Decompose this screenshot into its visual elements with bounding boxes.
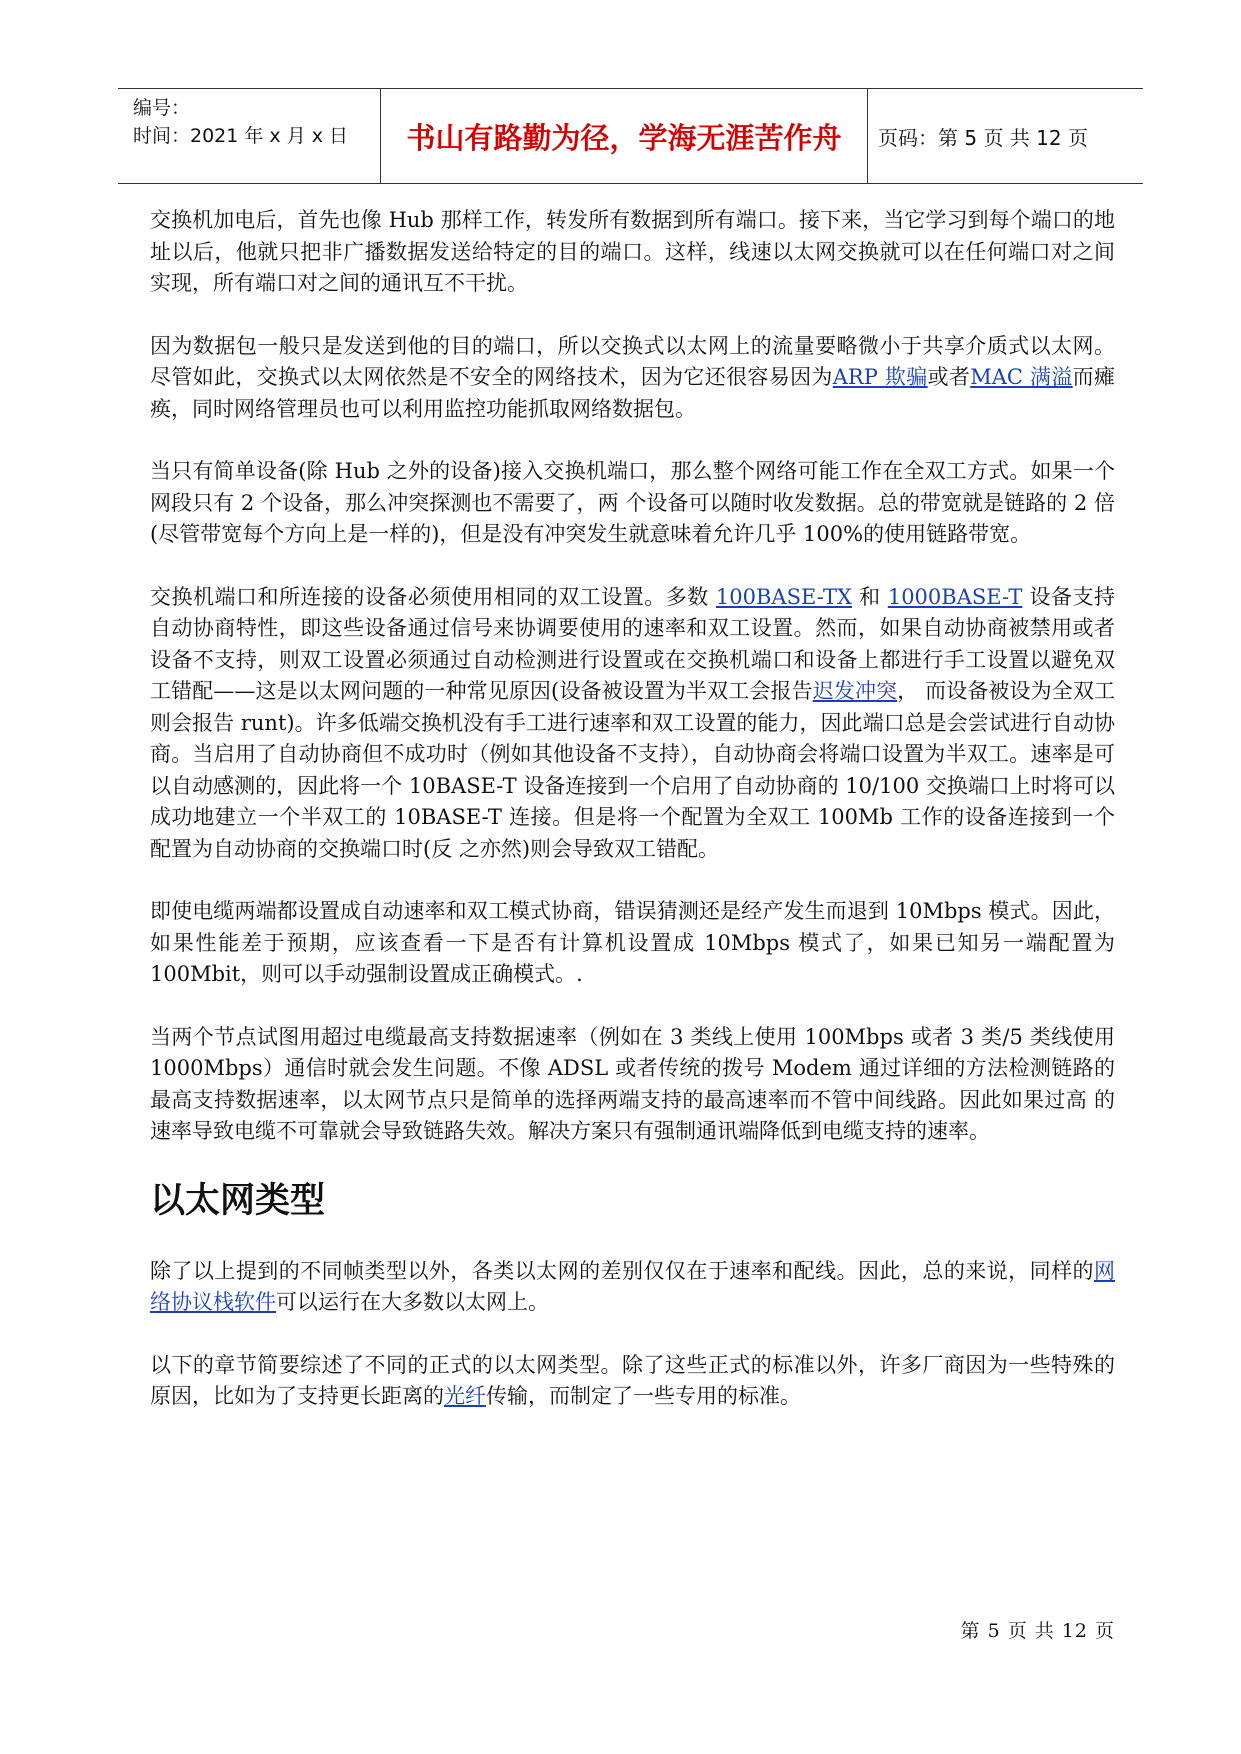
text-span: 交换机端口和所连接的设备必须使用相同的双工设置。多数 [150, 584, 716, 609]
text-span: 传输，而制定了一些专用的标准。 [486, 1384, 801, 1408]
text-span: 和 [852, 584, 888, 609]
link-100base-tx[interactable]: 100BASE-TX [715, 584, 852, 609]
text-span: 除了以上提到的不同帧类型以外，各类以太网的差别仅仅在于速率和配线。因此，总的来说，同样的 [150, 1258, 1094, 1283]
link-1000base-t[interactable]: 1000BASE-T [887, 584, 1023, 609]
link-optical-fiber[interactable]: 光纤 [444, 1384, 486, 1408]
text-span: 可以运行在大多数以太网上。 [276, 1290, 549, 1314]
paragraph-1: 交换机加电后，首先也像 Hub 那样工作，转发所有数据到所有端口。接下来，当它学习到每个端口的地址以后，他就只把非广播数据发送给特定的目的端口。这样，线速以太网交换就可以在任何端口对之间实现，所有端口对之间的通讯互不干扰。 [150, 208, 1115, 295]
header-meta [133, 89, 383, 183]
section-heading: 以太网类型 [150, 1180, 326, 1221]
link-protocol-stack[interactable]: 网络协议栈软件 [150, 1258, 1115, 1314]
paragraph-7 [150, 1256, 1115, 1319]
paragraph-4 [150, 582, 1115, 866]
number-label: 编号： [133, 97, 191, 119]
link-late-collision[interactable]: 迟发冲突 [812, 679, 898, 703]
text-span: 而瘫痪，同时网络管理员也可以利用监控功能抓取网络数据包。 [150, 365, 1116, 421]
text-span: ， 而设备被设为全双工则会报告 runt)。许多低端交换机没有手工进行速率和双工设置的能力，因此端口总是会尝试进行自动协商。当启用了自动协商但不成功时（例如其他设备不支持），自动协商会将端口设置为半双工。速率是可以自动感测的，因此将一个 10BASE-T 设备连接到一个启用了自动协商的 10/100 交换端口上时将可以成功地建立一个半双工的 10BASE-T 连接。但是将一个配置为全双工 100Mb 工作的设备连接到一个配置为自动协商的交换端口时(反 之亦然)则会导致双工错配。 [150, 679, 1115, 861]
text-span: 因为数据包一般只是发送到他的目的端口，所以交换式以太网上的流量要略微小于共享介质式以太网。尽管如此，交换式以太网依然是不安全的网络技术，因为它还很容易因为 [150, 333, 1115, 389]
motto: 书山有路勤为径，学海无涯苦作舟 [380, 89, 868, 183]
text-span: 以下的章节简要综述了不同的正式的以太网类型。除了这些正式的标准以外，许多厂商因为一些特殊的原因，比如为了支持更长距离的 [150, 1352, 1115, 1408]
page-footer: 第 5 页 共 12 页 [960, 1620, 1115, 1642]
text-span: 设备支持自动协商特性，即这些设备通过信号来协调要使用的速率和双工设置。然而，如果自动协商被禁用或者设备不支持，则双工设置必须通过自动检测进行设置或在交换机端口和设备上都进行手工设置以避免双工错配——这是以太网问题的一种常见原因(设备被设置为半双工会报告 [150, 584, 1115, 703]
time-label: 时间：2021 年 x 月 x 日 [133, 125, 349, 147]
paragraph-2 [150, 331, 1115, 426]
paragraph-3: 当只有简单设备(除 Hub 之外的设备)接入交换机端口，那么整个网络可能工作在全双工方式。如果一个网段只有 2 个设备，那么冲突探测也不需要了，两 个设备可以随时收发数据。总的带宽就是链路的 2 倍(尽管带宽每个方向上是一样的)，但是没有冲突发生就意味着允许几乎 100%的使用链路带宽。 [150, 459, 1115, 546]
document-body [150, 205, 1115, 1444]
paragraph-6: 当两个节点试图用超过电缆最高支持数据速率（例如在 3 类线上使用 100Mbps 或者 3 类/5 类线使用 1000Mbps）通信时就会发生问题。不像 ADSL 或者传统的拨号 Modem 通过详细的方法检测链路的最高支持数据速率，以太网节点只是简单的选择两端支持的最高速率而不管中间线路。因此如果过高 的速率导致电缆不可靠就会导致链路失效。解决方案只有强制通讯端降低到电缆支持的速率。 [150, 1024, 1115, 1143]
link-mac-flooding[interactable]: MAC 满溢 [970, 365, 1073, 389]
paragraph-5: 即使电缆两端都设置成自动速率和双工模式协商，错误猜测还是经产发生而退到 10Mbps 模式。因此，如果性能差于预期，应该查看一下是否有计算机设置成 10Mbps 模式了，如果已知另一端配置为 100Mbit，则可以手动强制设置成正确模式。. [150, 899, 1115, 986]
text-span: 或者 [927, 365, 971, 389]
header-page-label: 页码：第 5 页 共 12 页 [878, 125, 1088, 150]
paragraph-8 [150, 1350, 1115, 1413]
page-header [118, 88, 1143, 184]
link-arp-spoofing[interactable]: ARP 欺骗 [832, 365, 928, 389]
